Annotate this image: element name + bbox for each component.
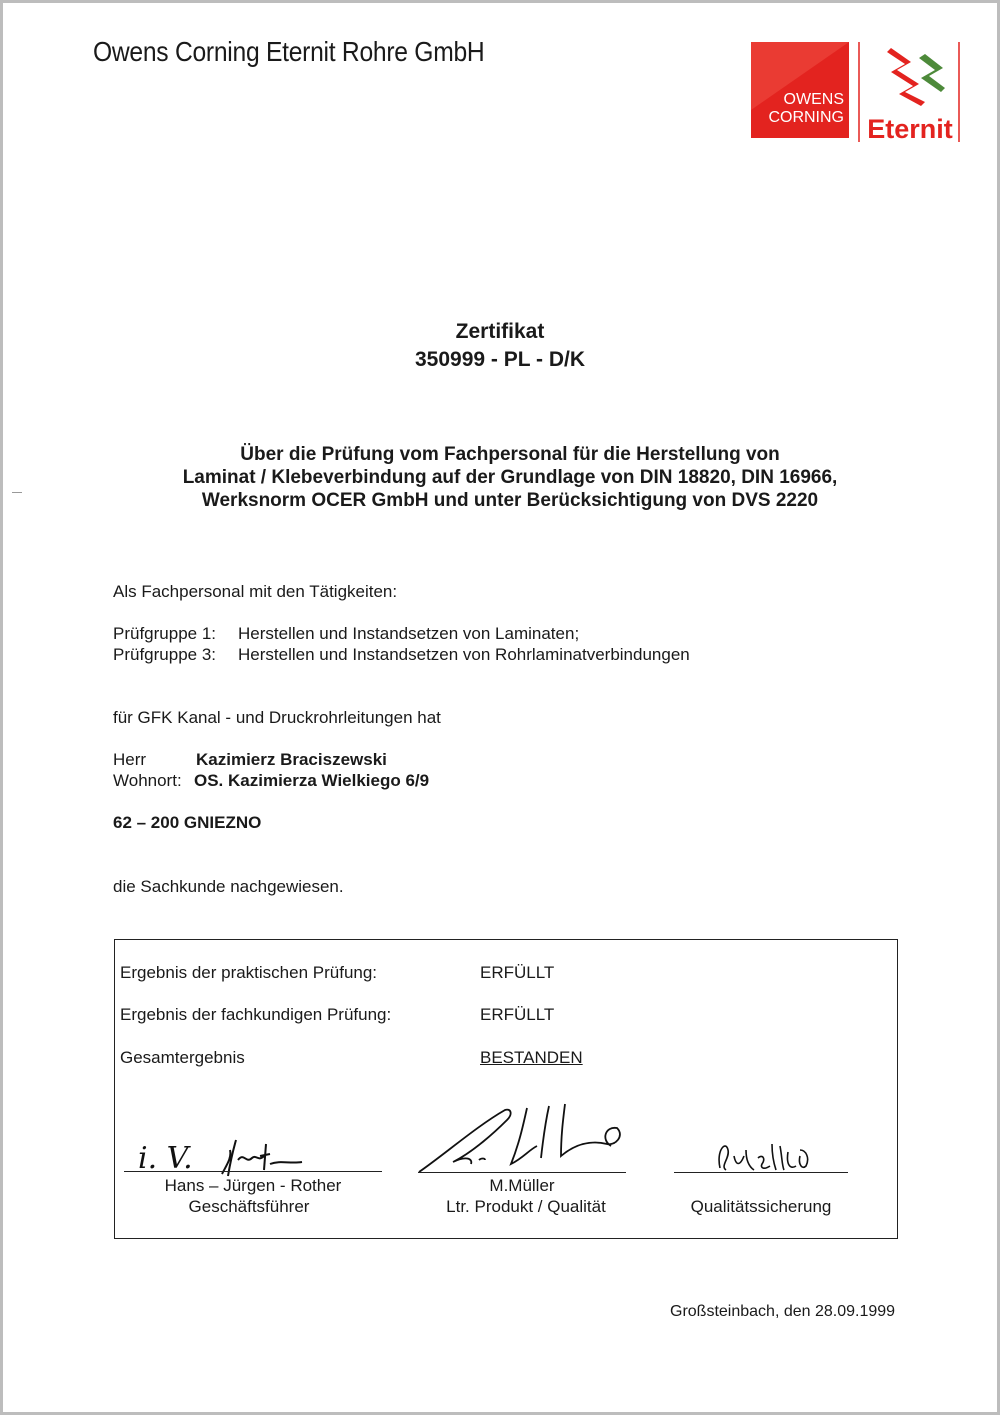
subtitle-line-2: Laminat / Klebeverbindung auf der Grundlage von DIN 18820, DIN 16966, xyxy=(182,467,838,488)
signature-qs xyxy=(706,1136,826,1176)
place-date: Großsteinbach, den 28.09.1999 xyxy=(670,1303,896,1320)
conclusion-text: die Sachkunde nachgewiesen. xyxy=(113,877,344,896)
company-name: Owens Corning Eternit Rohre GmbH xyxy=(93,36,485,67)
result-practical-value: ERFÜLLT xyxy=(480,963,555,982)
person-label: Herr xyxy=(113,750,147,769)
signature-line-1 xyxy=(124,1171,382,1172)
address-value: OS. Kazimierza Wielkiego 6/9 xyxy=(194,771,430,790)
signature-iv-text: i. V. xyxy=(138,1141,193,1176)
scope-text: für GFK Kanal - und Druckrohrleitungen hat xyxy=(113,708,441,727)
signer-1-name: Hans – Jürgen - Rother xyxy=(164,1176,342,1195)
signer-3-role: Qualitätssicherung xyxy=(690,1197,832,1216)
signer-2-name: M.Müller xyxy=(489,1176,555,1195)
signer-1-role: Geschäftsführer xyxy=(188,1197,310,1216)
person-name: Kazimierz Braciszewski xyxy=(196,750,387,769)
city-value: 62 – 200 GNIEZNO xyxy=(113,813,262,832)
signer-2-role: Ltr. Produkt / Qualität xyxy=(446,1197,606,1216)
group-3-text: Herstellen und Instandsetzen von Rohrlaminatverbindungen xyxy=(238,645,690,664)
signature-mueller xyxy=(415,1100,635,1176)
result-practical-label: Ergebnis der praktischen Prüfung: xyxy=(120,963,378,982)
owens-corning-eternit-logo xyxy=(749,40,961,144)
certificate-number: 350999 - PL - D/K xyxy=(414,348,586,371)
signature-line-2 xyxy=(418,1172,626,1173)
group-1-text: Herstellen und Instandsetzen von Laminaten; xyxy=(238,624,580,643)
group-3-label: Prüfgruppe 3: xyxy=(113,645,217,664)
result-theory-value: ERFÜLLT xyxy=(480,1005,555,1024)
intro-text: Als Fachpersonal mit den Tätigkeiten: xyxy=(113,582,398,601)
logo-owens-text: OWENS xyxy=(783,91,844,108)
address-label: Wohnort: xyxy=(113,771,182,790)
result-overall-label: Gesamtergebnis xyxy=(120,1048,245,1067)
subtitle-line-1: Über die Prüfung vom Fachpersonal für die Herstellung von xyxy=(240,444,780,465)
logo-eternit-text: Eternit xyxy=(867,114,953,144)
subtitle-line-3: Werksnorm OCER GmbH und unter Berücksichtigung von DVS 2220 xyxy=(201,490,819,511)
group-1-label: Prüfgruppe 1: xyxy=(113,624,217,643)
result-theory-label: Ergebnis der fachkundigen Prüfung: xyxy=(120,1005,392,1024)
certificate-title: Zertifikat xyxy=(455,320,545,343)
result-overall-value: BESTANDEN xyxy=(480,1048,583,1067)
signature-line-3 xyxy=(674,1172,848,1173)
logo-corning-text: CORNING xyxy=(768,109,844,126)
